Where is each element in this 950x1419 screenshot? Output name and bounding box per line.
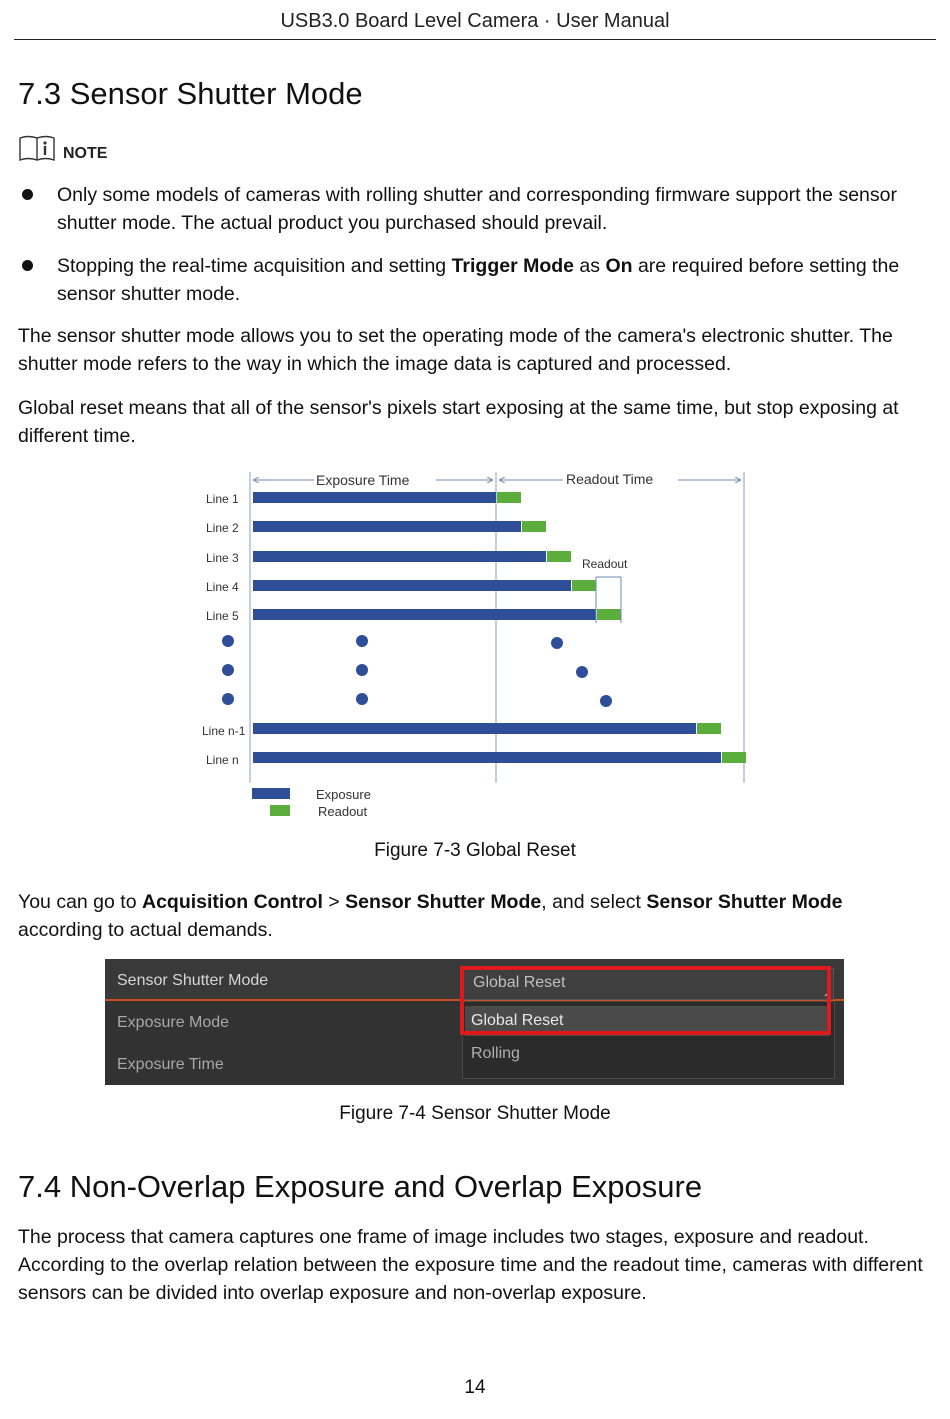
paragraph: The process that camera captures one frame of image includes two stages, exposure and readout. According to the overlap relation between the exposure time and the readout time, cameras with different sensors can be divided into overlap exposure and non-overlap exposure. — [18, 1226, 923, 1304]
legend-exposure-label: Exposure — [316, 787, 371, 802]
exposure-bar — [253, 521, 521, 532]
line-label: Line n — [206, 753, 239, 767]
paragraph: Global reset means that all of the sensor's pixels start exposing at the same time, but stop exposing at different time. — [18, 397, 899, 447]
header-rule — [14, 39, 936, 40]
bullet-dot — [22, 189, 33, 200]
readout-bar — [697, 723, 721, 734]
page-number: 14 — [464, 1377, 486, 1398]
property-label: Exposure Time — [117, 1056, 224, 1073]
section-title-7-3: 7.3 Sensor Shutter Mode — [18, 76, 363, 111]
legend-exposure-swatch — [252, 788, 290, 799]
note-bullet-2: Stopping the real-time acquisition and setting Trigger Mode as On are required before setting the sensor shutter mode. — [57, 255, 900, 305]
exposure-bar — [253, 609, 596, 620]
global-reset-diagram — [198, 465, 753, 823]
exposure-bar — [253, 492, 496, 503]
readout-bar — [497, 492, 521, 503]
readout-bar — [572, 580, 596, 591]
sensor-shutter-ui-screenshot — [105, 959, 844, 1085]
property-label: Sensor Shutter Mode — [117, 972, 269, 989]
line-label: Line 2 — [206, 521, 239, 535]
readout-bar — [722, 752, 746, 763]
page-header: USB3.0 Board Level Camera · User Manual — [280, 10, 670, 32]
dropdown-option[interactable] — [465, 1040, 829, 1070]
exposure-bar — [253, 551, 546, 562]
readout-bar — [547, 551, 571, 562]
note-icon — [18, 134, 58, 169]
figure-caption: Figure 7-3 Global Reset — [374, 840, 576, 861]
figure-caption: Figure 7-4 Sensor Shutter Mode — [339, 1103, 611, 1124]
paragraph: The sensor shutter mode allows you to set the operating mode of the camera's electronic shutter. The shutter mode refers to the way in which the image data is captured and processed. — [18, 325, 893, 375]
readout-label: Readout — [582, 557, 628, 571]
line-label: Line n-1 — [202, 724, 246, 738]
readout-bar — [522, 521, 546, 532]
line-label: Line 4 — [206, 580, 239, 594]
section-title-7-4: 7.4 Non-Overlap Exposure and Overlap Exposure — [18, 1169, 703, 1204]
exposure-time-label: Exposure Time — [316, 472, 410, 488]
readout-bar — [597, 609, 621, 620]
exposure-bar — [253, 580, 571, 591]
legend-readout-swatch — [270, 805, 290, 816]
legend-readout-label: Readout — [318, 804, 368, 819]
exposure-bar — [253, 723, 696, 734]
highlight-box — [460, 966, 831, 1035]
property-label: Exposure Mode — [117, 1014, 230, 1031]
exposure-bar — [253, 752, 721, 763]
dropdown-option-label: Rolling — [471, 1045, 520, 1062]
line-label: Line 3 — [206, 551, 239, 565]
note-bullet-1: Only some models of cameras with rolling shutter and corresponding firmware support the sensor shutter mode. The actual product you purchased should prevail. — [57, 184, 897, 234]
dropdown-option-label: Global Reset — [471, 1012, 564, 1029]
readout-time-label: Readout Time — [566, 471, 654, 487]
paragraph: You can go to Acquisition Control > Sensor Shutter Mode, and select Sensor Shutter Mode according to actual demands. — [18, 891, 843, 941]
line-label: Line 1 — [206, 492, 239, 506]
bullet-dot — [22, 260, 33, 271]
dropdown-selected-value: Global Reset — [473, 974, 566, 991]
note-label: NOTE — [63, 145, 108, 162]
line-label: Line 5 — [206, 609, 239, 623]
